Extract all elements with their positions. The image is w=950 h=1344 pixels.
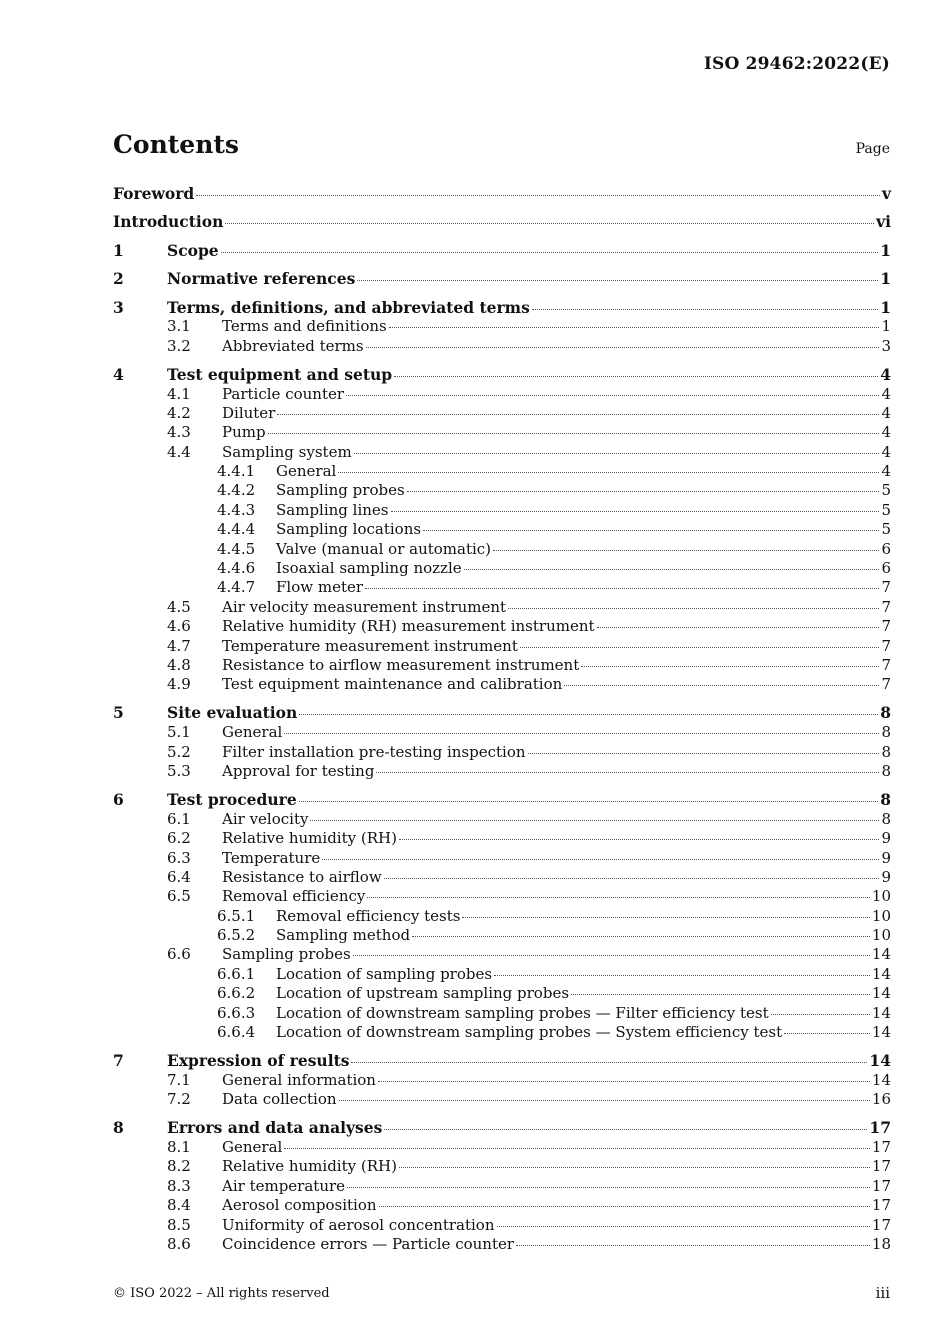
toc-entry[interactable] xyxy=(113,617,891,636)
dot-leader xyxy=(384,877,880,879)
toc-entry-page: 17 xyxy=(871,1137,891,1156)
toc-entry[interactable] xyxy=(113,241,891,261)
toc-entry[interactable] xyxy=(113,337,891,356)
toc-entry-page: 9 xyxy=(881,848,891,867)
toc-entry-title: General xyxy=(222,723,283,742)
toc-entry-page: 10 xyxy=(871,887,891,906)
toc-entry-number: 6.5.1 xyxy=(217,906,256,925)
toc-entry-number: 1 xyxy=(113,240,124,260)
dot-leader xyxy=(357,279,878,281)
toc-entry-title: Approval for testing xyxy=(222,761,375,780)
toc-entry[interactable] xyxy=(113,423,891,442)
dot-leader xyxy=(571,993,870,995)
toc-entry-title: Data collection xyxy=(222,1090,337,1109)
dot-leader xyxy=(376,771,879,773)
toc-entry-title: Particle counter xyxy=(222,384,345,403)
toc-entry-number: 6.5 xyxy=(167,887,191,906)
toc-entry-title: Temperature xyxy=(222,848,321,867)
toc-entry-page: 7 xyxy=(881,636,891,655)
toc-entry-title: Removal efficiency xyxy=(222,887,366,906)
dot-leader xyxy=(221,251,879,253)
toc-entry-page: 17 xyxy=(869,1118,891,1138)
toc-entry-page: 14 xyxy=(871,1023,891,1042)
toc-entry-title: Foreword xyxy=(113,184,195,203)
dot-leader xyxy=(520,646,880,648)
toc-entry[interactable] xyxy=(113,540,891,559)
dot-leader xyxy=(494,974,870,976)
dot-leader xyxy=(339,1099,870,1101)
toc-entry-title: Test equipment and setup xyxy=(167,364,393,384)
toc-entry-page: 10 xyxy=(871,926,891,945)
toc-entry[interactable] xyxy=(113,443,891,462)
toc-entry[interactable] xyxy=(113,829,891,848)
toc-entry[interactable] xyxy=(113,849,891,868)
toc-entry-page: 10 xyxy=(871,906,891,925)
toc-entry-number: 4.4.6 xyxy=(217,559,256,578)
dot-leader xyxy=(493,549,879,551)
page-title: Contents xyxy=(113,130,240,159)
toc-entry-page: 7 xyxy=(881,578,891,597)
toc-entry[interactable] xyxy=(113,703,891,723)
toc-entry[interactable] xyxy=(113,1118,891,1138)
dot-leader xyxy=(462,916,869,918)
toc-entry-title: Uniformity of aerosol concentration xyxy=(222,1215,495,1234)
toc-entry[interactable] xyxy=(113,945,891,964)
toc-entry-number: 6.6.2 xyxy=(217,984,256,1003)
page-number: iii xyxy=(875,1284,890,1302)
toc-entry-number: 7.2 xyxy=(167,1090,191,1109)
toc-entry[interactable] xyxy=(113,907,891,926)
dot-leader xyxy=(346,394,879,396)
toc-entry-title: Sampling method xyxy=(276,926,411,945)
toc-entry[interactable] xyxy=(113,675,891,694)
toc-entry-number: 8 xyxy=(113,1118,124,1138)
dot-leader xyxy=(351,1061,867,1063)
dot-leader xyxy=(384,1128,867,1130)
toc-entry-number: 8.2 xyxy=(167,1157,191,1176)
toc-entry-page: 4 xyxy=(881,384,891,403)
dot-leader xyxy=(365,587,879,589)
toc-entry[interactable] xyxy=(113,1090,891,1109)
dot-leader xyxy=(353,954,870,956)
dot-leader xyxy=(379,1205,870,1207)
toc-entry-title: Resistance to airflow xyxy=(222,867,382,886)
toc-entry-number: 7 xyxy=(113,1051,124,1071)
toc-entry-number: 4.2 xyxy=(167,403,191,422)
toc-entry-page: 17 xyxy=(871,1176,891,1195)
toc-entry-number: 6.1 xyxy=(167,809,191,828)
toc-entry-number: 5 xyxy=(113,703,124,723)
toc-entry[interactable] xyxy=(113,790,891,810)
toc-entry-number: 4.6 xyxy=(167,617,191,636)
toc-entry-number: 4.4 xyxy=(167,442,191,461)
toc-entry-title: Test procedure xyxy=(167,789,297,809)
toc-entry[interactable] xyxy=(113,887,891,906)
toc-entry-title: Resistance to airflow measurement instrument xyxy=(222,656,580,674)
toc-entry-number: 6.3 xyxy=(167,848,191,867)
toc-entry-title: Introduction xyxy=(113,212,224,232)
dot-leader xyxy=(347,1186,870,1188)
page-column-label: Page xyxy=(855,141,890,157)
toc-entry[interactable] xyxy=(113,1177,891,1196)
toc-entry-page: 1 xyxy=(880,240,891,260)
toc-entry-page: 8 xyxy=(881,742,891,761)
toc-entry-page: 6 xyxy=(881,539,891,558)
toc-entry-number: 6.6.4 xyxy=(217,1023,256,1042)
dot-leader xyxy=(338,471,879,473)
toc-entry-number: 4 xyxy=(113,364,124,384)
toc-entry-page: 4 xyxy=(881,442,891,461)
dot-leader xyxy=(423,529,879,531)
toc-entry[interactable] xyxy=(113,810,891,829)
toc-entry-page: 1 xyxy=(880,297,891,317)
toc-entry-page: 17 xyxy=(871,1196,891,1215)
dot-leader xyxy=(367,896,870,898)
dot-leader xyxy=(196,194,880,196)
toc-entry[interactable] xyxy=(113,578,891,597)
toc-entry-title: Isoaxial sampling nozzle xyxy=(276,559,462,578)
toc-entry[interactable] xyxy=(113,984,891,1003)
toc-entry-page: 7 xyxy=(881,656,891,674)
toc-entry[interactable] xyxy=(113,598,891,617)
toc-entry-page: 14 xyxy=(871,984,891,1003)
toc-entry-page: 8 xyxy=(881,723,891,742)
toc-entry-page: 14 xyxy=(871,945,891,964)
toc-entry-title: Removal efficiency tests xyxy=(276,906,461,925)
toc-entry-page: 14 xyxy=(871,964,891,983)
toc-entry-number: 4.4.3 xyxy=(217,500,256,519)
toc-entry-title: Flow meter xyxy=(276,578,364,597)
toc-entry-page: v xyxy=(881,184,891,203)
dot-leader xyxy=(528,752,880,754)
toc-entry[interactable] xyxy=(113,868,891,887)
dot-leader xyxy=(366,346,880,348)
toc-entry-number: 6.5.2 xyxy=(217,926,256,945)
toc-entry-page: 8 xyxy=(880,703,891,723)
dot-leader xyxy=(581,665,879,667)
toc-entry-page: 6 xyxy=(881,559,891,578)
dot-leader xyxy=(378,1080,870,1082)
toc-entry-page: vi xyxy=(876,212,891,232)
toc-entry-title: Diluter xyxy=(222,403,276,422)
dot-leader xyxy=(399,838,880,840)
table-of-contents xyxy=(113,184,891,1254)
toc-entry-title: Location of sampling probes xyxy=(276,964,493,983)
toc-entry-page: 9 xyxy=(881,829,891,848)
toc-entry-title: Location of downstream sampling probes — System efficiency test xyxy=(276,1023,783,1042)
toc-entry[interactable] xyxy=(113,1196,891,1215)
toc-entry-number: 6.6.1 xyxy=(217,964,256,983)
toc-entry-title: Relative humidity (RH) xyxy=(222,829,397,848)
toc-entry-number: 3 xyxy=(113,297,124,317)
toc-entry-page: 7 xyxy=(881,597,891,616)
toc-entry-title: Sampling locations xyxy=(276,520,422,539)
toc-entry-number: 4.4.4 xyxy=(217,520,256,539)
toc-entry-number: 6.6 xyxy=(167,945,191,964)
toc-entry[interactable] xyxy=(113,1216,891,1235)
toc-entry-number: 4.1 xyxy=(167,384,191,403)
toc-entry-title: Relative humidity (RH) measurement instrument xyxy=(222,617,595,636)
toc-entry-title: Air temperature xyxy=(222,1176,346,1195)
toc-entry-title: Air velocity measurement instrument xyxy=(222,597,507,616)
toc-entry-number: 5.3 xyxy=(167,761,191,780)
toc-entry-number: 8.4 xyxy=(167,1196,191,1215)
dot-leader xyxy=(394,375,878,377)
toc-entry-page: 4 xyxy=(880,364,891,384)
toc-entry[interactable] xyxy=(113,404,891,423)
dot-leader xyxy=(391,510,880,512)
toc-entry-title: Scope xyxy=(167,240,219,260)
toc-entry[interactable] xyxy=(113,743,891,762)
toc-entry-title: General information xyxy=(222,1070,376,1089)
toc-entry[interactable] xyxy=(113,559,891,578)
toc-entry-number: 6 xyxy=(113,789,124,809)
toc-entry-title: Pump xyxy=(222,423,266,442)
toc-entry-page: 1 xyxy=(880,269,891,289)
toc-entry-number: 3.2 xyxy=(167,336,191,355)
toc-entry[interactable] xyxy=(113,1071,891,1090)
toc-entry-title: Sampling probes xyxy=(276,481,405,500)
dot-leader xyxy=(597,626,880,628)
toc-entry-number: 4.3 xyxy=(167,423,191,442)
toc-entry-title: Temperature measurement instrument xyxy=(222,636,518,655)
toc-entry-page: 4 xyxy=(881,462,891,481)
toc-entry[interactable] xyxy=(113,1023,891,1042)
toc-entry[interactable] xyxy=(113,462,891,481)
dot-leader xyxy=(771,1013,870,1015)
toc-entry-title: Location of upstream sampling probes xyxy=(276,984,570,1003)
toc-entry-title: Air velocity xyxy=(222,809,309,828)
toc-entry-page: 8 xyxy=(880,789,891,809)
toc-entry[interactable] xyxy=(113,723,891,742)
toc-entry-title: Sampling lines xyxy=(276,500,389,519)
toc-entry-page: 4 xyxy=(881,423,891,442)
toc-entry-number: 4.5 xyxy=(167,597,191,616)
toc-entry-page: 17 xyxy=(871,1157,891,1176)
toc-entry-page: 3 xyxy=(881,336,891,355)
toc-entry[interactable] xyxy=(113,520,891,539)
toc-entry-title: Sampling probes xyxy=(222,945,351,964)
toc-entry-page: 4 xyxy=(881,403,891,422)
toc-entry-title: Sampling system xyxy=(222,442,352,461)
dot-leader xyxy=(284,732,879,734)
toc-entry[interactable] xyxy=(113,926,891,945)
toc-entry[interactable] xyxy=(113,637,891,656)
toc-entry-number: 5.2 xyxy=(167,742,191,761)
toc-entry-number: 4.4.1 xyxy=(217,462,256,481)
toc-entry-number: 4.4.5 xyxy=(217,539,256,558)
toc-entry-title: Coincidence errors — Particle counter xyxy=(222,1234,515,1253)
toc-entry-number: 4.4.7 xyxy=(217,578,256,597)
dot-leader xyxy=(508,607,879,609)
toc-entry-number: 4.9 xyxy=(167,675,191,694)
dot-leader xyxy=(354,452,880,454)
toc-entry-title: Abbreviated terms xyxy=(222,336,364,355)
toc-entry-page: 8 xyxy=(881,809,891,828)
toc-entry-title: Test equipment maintenance and calibration xyxy=(222,675,563,694)
toc-entry[interactable] xyxy=(113,762,891,781)
toc-entry[interactable] xyxy=(113,501,891,520)
dot-leader xyxy=(310,819,879,821)
toc-entry-title: Normative references xyxy=(167,269,356,289)
toc-entry-title: Errors and data analyses xyxy=(167,1118,383,1138)
toc-entry-page: 7 xyxy=(881,675,891,694)
dot-leader xyxy=(407,490,880,492)
toc-entry-number: 6.2 xyxy=(167,829,191,848)
toc-entry-page: 14 xyxy=(869,1051,891,1071)
toc-entry-page: 16 xyxy=(871,1090,891,1109)
dot-leader xyxy=(225,222,874,224)
dot-leader xyxy=(299,800,879,802)
toc-entry-page: 5 xyxy=(881,481,891,500)
toc-entry-page: 1 xyxy=(881,317,891,336)
toc-entry[interactable] xyxy=(113,1138,891,1157)
dot-leader xyxy=(268,432,880,434)
toc-entry-title: Relative humidity (RH) xyxy=(222,1157,397,1176)
toc-entry-number: 4.8 xyxy=(167,656,191,674)
toc-entry-page: 14 xyxy=(871,1003,891,1022)
toc-entry-number: 6.4 xyxy=(167,867,191,886)
toc-entry[interactable] xyxy=(113,365,891,385)
toc-entry[interactable] xyxy=(113,965,891,984)
toc-entry-title: Expression of results xyxy=(167,1051,350,1071)
toc-entry-page: 5 xyxy=(881,500,891,519)
toc-entry[interactable] xyxy=(113,317,891,336)
dot-leader xyxy=(322,858,879,860)
toc-entry[interactable] xyxy=(113,184,891,204)
toc-entry-title: General xyxy=(276,462,337,481)
toc-entry-page: 7 xyxy=(881,617,891,636)
toc-entry-title: Aerosol composition xyxy=(222,1196,377,1215)
toc-entry-title: Site evaluation xyxy=(167,703,298,723)
toc-entry-page: 5 xyxy=(881,520,891,539)
dot-leader xyxy=(532,308,878,310)
toc-entry[interactable] xyxy=(113,298,891,318)
toc-entry-title: Valve (manual or automatic) xyxy=(276,539,492,558)
toc-entry[interactable] xyxy=(113,1004,891,1023)
toc-entry-title: Terms, definitions, and abbreviated terms xyxy=(167,297,530,317)
toc-entry-page: 14 xyxy=(871,1070,891,1089)
toc-entry[interactable] xyxy=(113,1051,891,1071)
dot-leader xyxy=(516,1244,870,1246)
dot-leader xyxy=(399,1166,870,1168)
toc-entry-number: 8.3 xyxy=(167,1176,191,1195)
dot-leader xyxy=(299,713,878,715)
toc-entry-number: 4.4.2 xyxy=(217,481,256,500)
toc-entry-number: 2 xyxy=(113,269,124,289)
toc-entry-number: 8.5 xyxy=(167,1215,191,1234)
dot-leader xyxy=(464,568,880,570)
dot-leader xyxy=(784,1032,870,1034)
toc-entry-title: Location of downstream sampling probes — Filter efficiency test xyxy=(276,1003,769,1022)
toc-entry[interactable] xyxy=(113,385,891,404)
dot-leader xyxy=(277,413,879,415)
toc-entry[interactable] xyxy=(113,1235,891,1254)
toc-entry-page: 17 xyxy=(871,1215,891,1234)
toc-entry-number: 6.6.3 xyxy=(217,1003,256,1022)
toc-entry-number: 4.7 xyxy=(167,636,191,655)
dot-leader xyxy=(564,684,879,686)
toc-entry[interactable] xyxy=(113,212,891,232)
toc-entry[interactable] xyxy=(113,656,891,675)
toc-entry-number: 7.1 xyxy=(167,1070,191,1089)
standard-identifier: ISO 29462:2022(E) xyxy=(703,54,890,74)
toc-entry-page: 8 xyxy=(881,761,891,780)
dot-leader xyxy=(389,326,880,328)
dot-leader xyxy=(497,1225,870,1227)
toc-entry-number: 3.1 xyxy=(167,317,191,336)
toc-entry-page: 9 xyxy=(881,867,891,886)
toc-entry-number: 8.1 xyxy=(167,1137,191,1156)
toc-entry-number: 8.6 xyxy=(167,1234,191,1253)
dot-leader xyxy=(412,935,870,937)
toc-entry[interactable] xyxy=(113,481,891,500)
copyright-notice: © ISO 2022 – All rights reserved xyxy=(113,1286,330,1301)
dot-leader xyxy=(284,1147,870,1149)
toc-entry-number: 5.1 xyxy=(167,723,191,742)
toc-entry[interactable] xyxy=(113,1157,891,1176)
toc-entry[interactable] xyxy=(113,269,891,289)
toc-entry-page: 18 xyxy=(871,1234,891,1253)
toc-entry-title: General xyxy=(222,1137,283,1156)
toc-entry-title: Filter installation pre-testing inspection xyxy=(222,742,526,761)
toc-entry-title: Terms and definitions xyxy=(222,317,387,336)
